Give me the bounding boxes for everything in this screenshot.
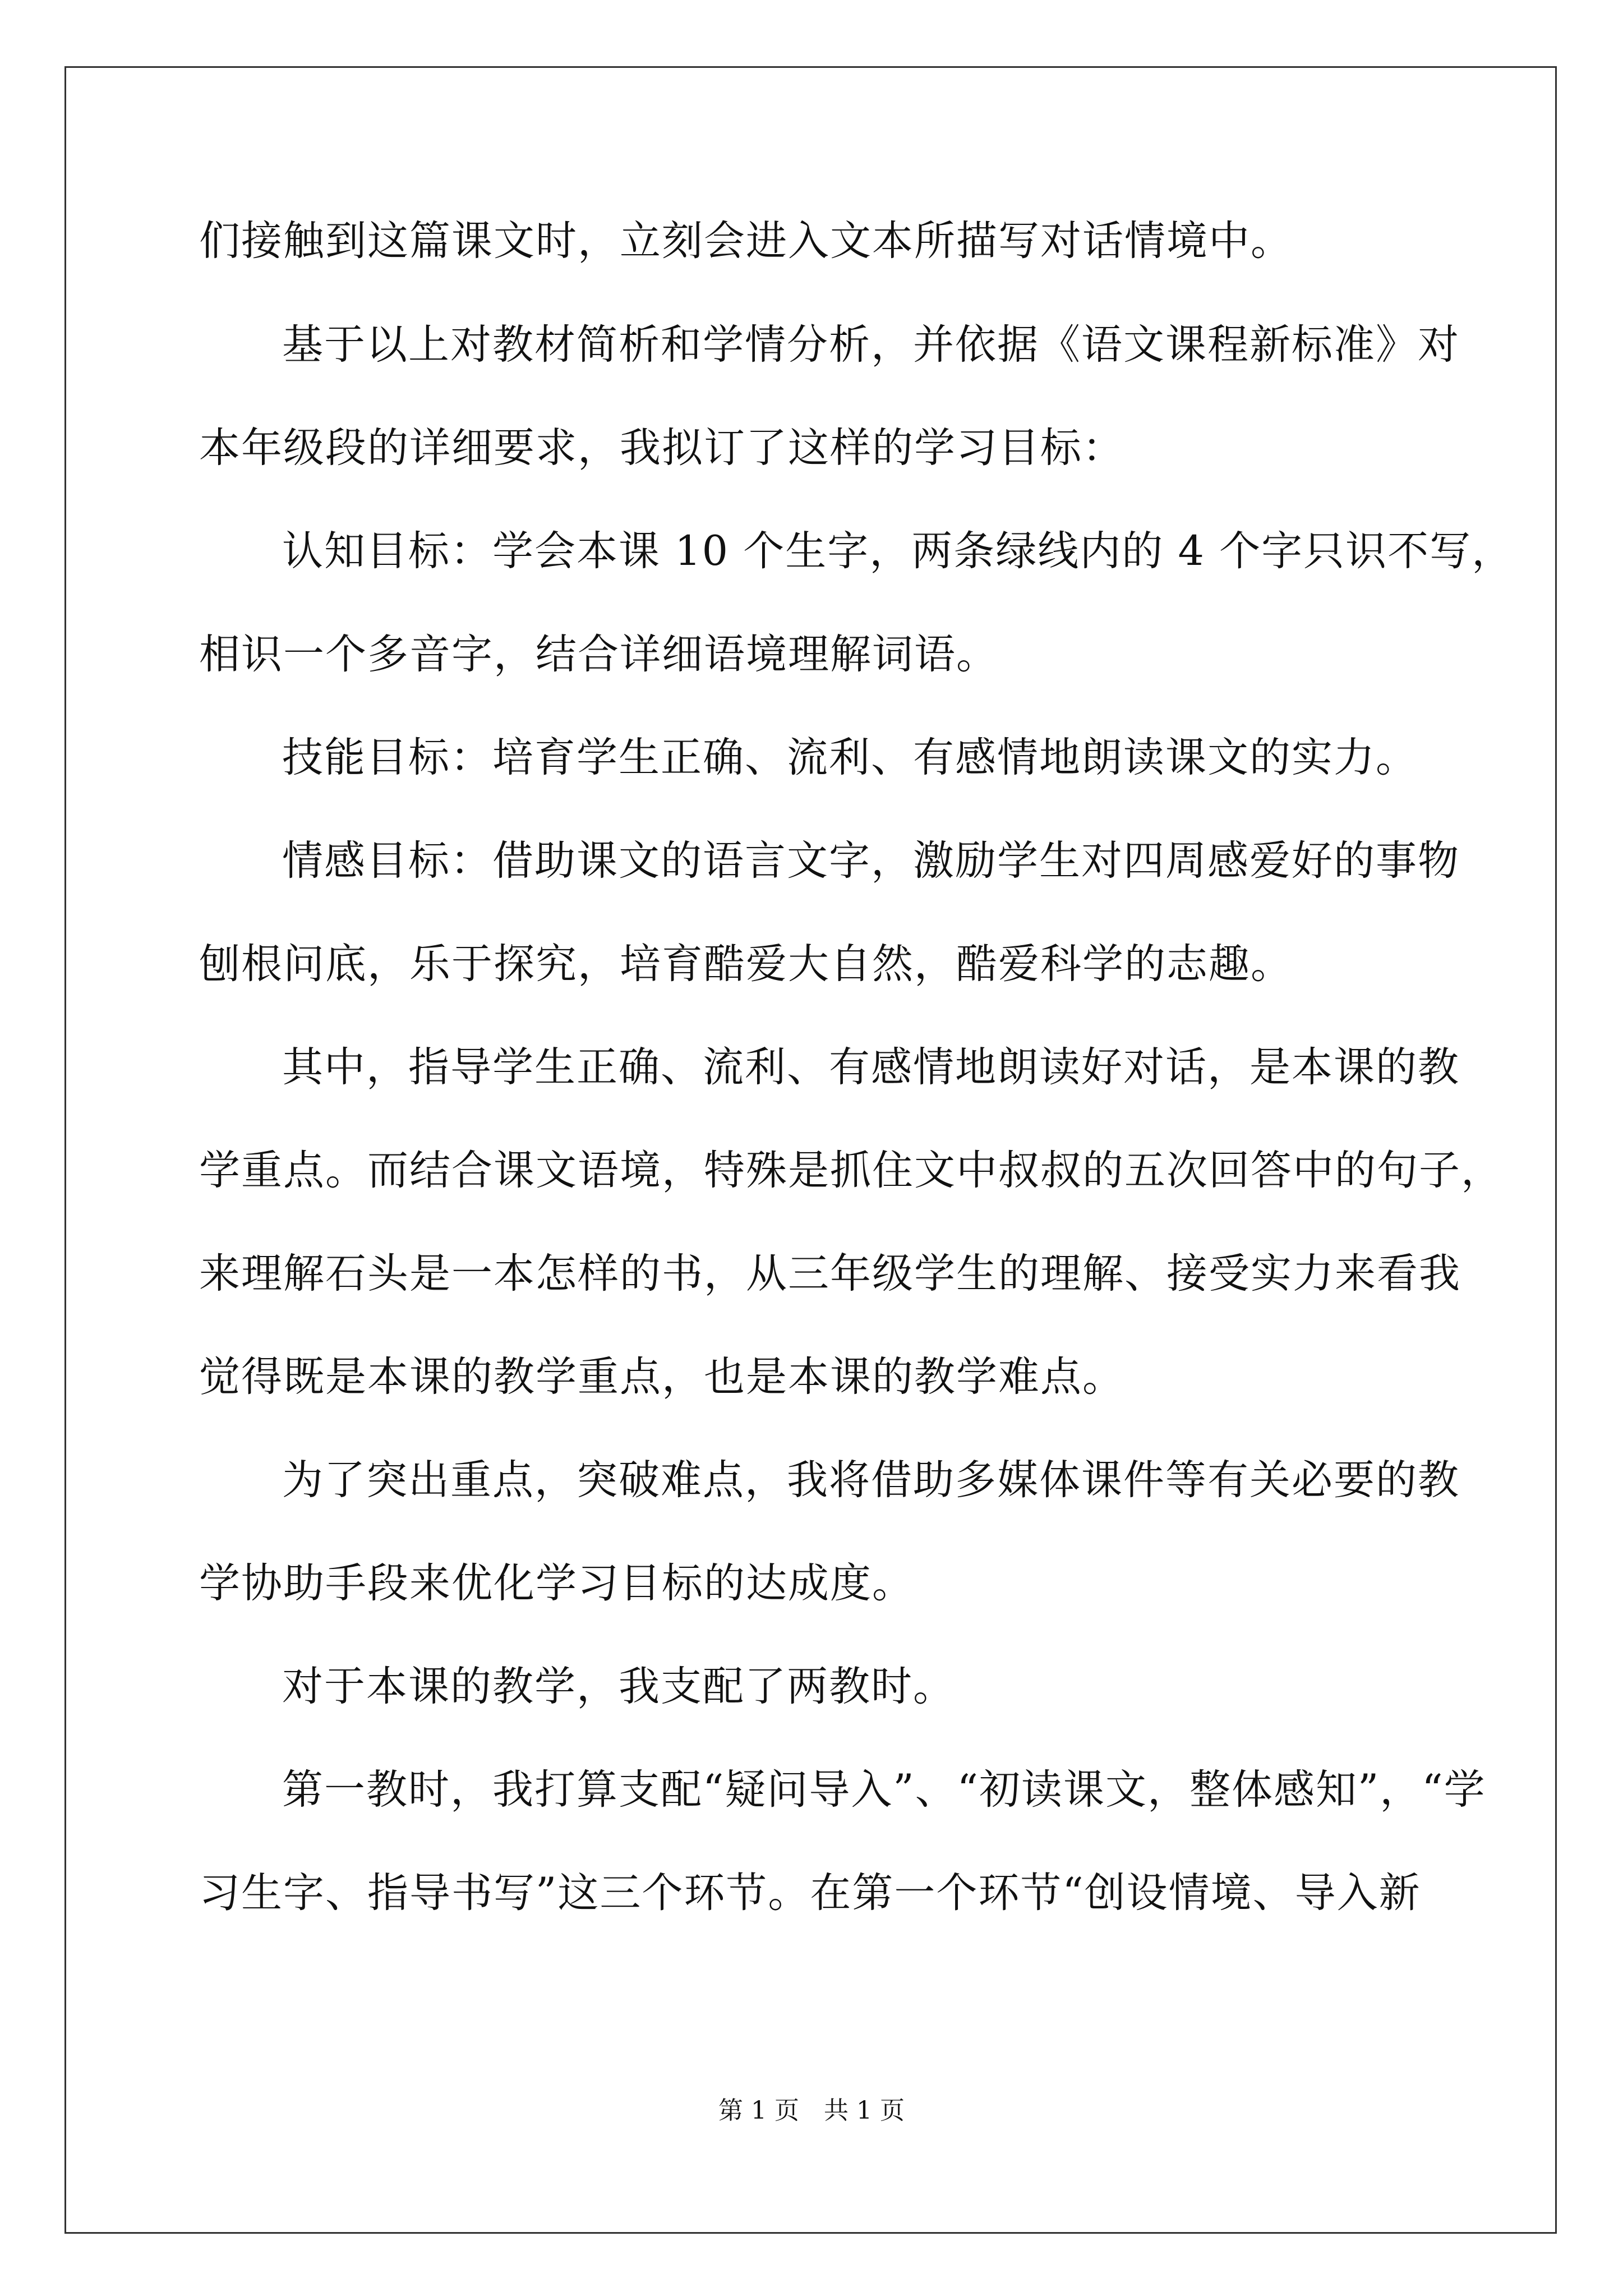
text-line-1: 们接触到这篇课文时，立刻会进入文本所描写对话情境中。 bbox=[199, 217, 1293, 265]
text-line-4: 认知目标：学会本课 10 个生字，两条绿线内的 4 个字只识不写， bbox=[282, 527, 1514, 575]
text-line-2: 基于以上对教材简析和学情分析，并依据《语文课程新标准》对 bbox=[282, 321, 1460, 369]
text-line-5: 相识一个多音字，结合详细语境理解词语。 bbox=[199, 631, 998, 678]
text-line-14: 学协助手段来优化学习目标的达成度。 bbox=[199, 1559, 914, 1607]
text-line-8: 刨根问底，乐于探究，培育酷爱大自然，酷爱科学的志趣。 bbox=[199, 940, 1293, 988]
page-footer: 第 1 页 共 1 页 bbox=[718, 2096, 905, 2125]
text-line-6: 技能目标：培育学生正确、流利、有感情地朗读课文的实力。 bbox=[282, 734, 1418, 781]
text-line-7: 情感目标：借助课文的语言文字，激励学生对四周感爱好的事物 bbox=[282, 837, 1460, 885]
text-line-9: 其中，指导学生正确、流利、有感情地朗读好对话，是本课的教 bbox=[282, 1043, 1460, 1091]
text-line-17: 习生字、指导书写”这三个环节。在第一个环节“创设情境、导入新 bbox=[199, 1869, 1421, 1917]
text-line-12: 觉得既是本课的教学重点，也是本课的教学难点。 bbox=[199, 1353, 1124, 1401]
text-line-13: 为了突出重点，突破难点，我将借助多媒体课件等有关必要的教 bbox=[282, 1456, 1460, 1504]
text-line-3: 本年级段的详细要求，我拟订了这样的学习目标： bbox=[199, 424, 1124, 472]
text-line-10: 学重点。而结合课文语境，特殊是抓住文中叔叔的五次回答中的句子， bbox=[199, 1147, 1503, 1194]
text-line-11: 来理解石头是一本怎样的书，从三年级学生的理解、接受实力来看我 bbox=[199, 1250, 1461, 1297]
text-line-16: 第一教时，我打算支配“疑问导入”、“初读课文，整体感知”，“学 bbox=[282, 1766, 1486, 1814]
text-line-15: 对于本课的教学，我支配了两教时。 bbox=[282, 1663, 955, 1710]
